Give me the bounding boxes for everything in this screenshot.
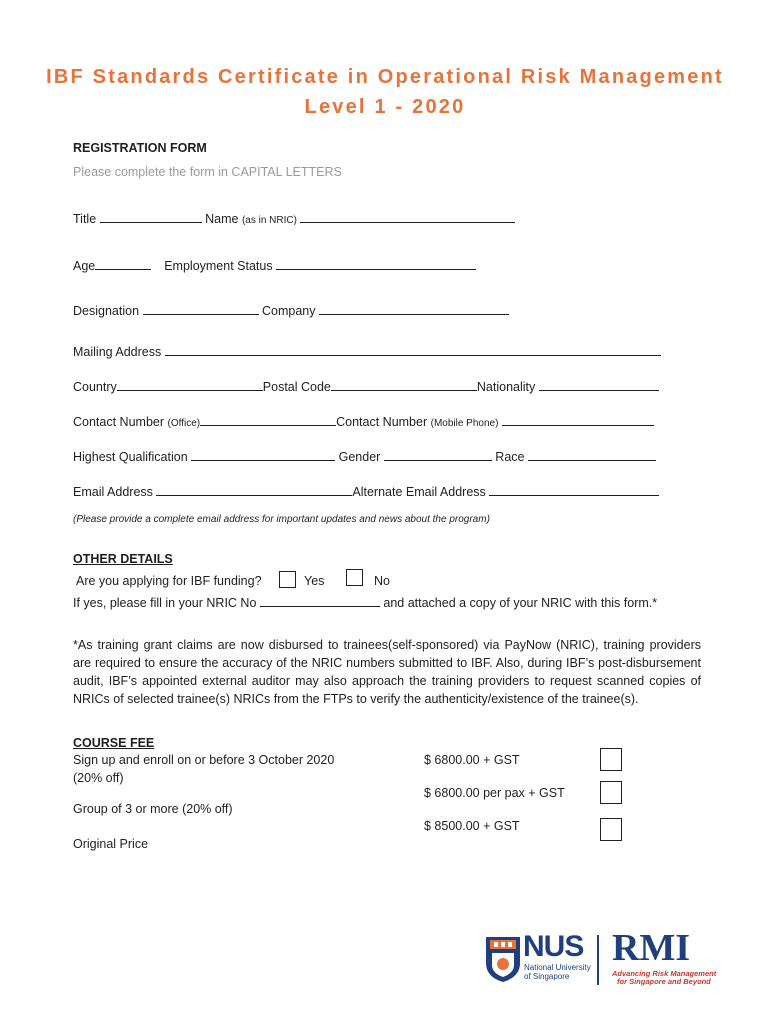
- alt-email-field[interactable]: [489, 483, 659, 496]
- fee-price3: $ 8500.00 + GST: [424, 819, 520, 833]
- office-note: (Office): [167, 418, 201, 429]
- qualification-field[interactable]: [191, 448, 335, 461]
- qualification-label: Highest Qualification: [73, 450, 188, 464]
- alt-email-label: Alternate Email Address: [352, 485, 486, 499]
- fee-price2: $ 6800.00 per pax + GST: [424, 786, 565, 800]
- nus-logo-sub1: National University: [524, 963, 591, 972]
- page-title: IBF Standards Certificate in Operational Risk Management: [46, 66, 724, 88]
- designation-company-row: [73, 302, 509, 318]
- course-fee-heading: COURSE FEE: [73, 736, 155, 750]
- page-subtitle: Level 1 - 2020: [304, 96, 466, 118]
- fee-option2-checkbox[interactable]: [600, 781, 622, 804]
- age-label: Age: [73, 259, 96, 273]
- gender-field[interactable]: [384, 448, 492, 461]
- email-row: [73, 483, 659, 499]
- country-label: Country: [73, 380, 117, 394]
- rmi-logo-sub1: Advancing Risk Management: [612, 969, 717, 978]
- company-field[interactable]: [319, 302, 509, 315]
- mailing-row: [73, 343, 661, 359]
- nus-logo-sub2: of Singapore: [524, 972, 570, 981]
- title-name-row: [73, 210, 515, 226]
- nric-suffix: and attached a copy of your NRIC with this form.*: [383, 596, 658, 610]
- funding-yes-checkbox[interactable]: [279, 571, 296, 588]
- mailing-label: Mailing Address: [73, 345, 162, 359]
- nationality-field[interactable]: [539, 378, 659, 391]
- company-label: Company: [261, 304, 316, 318]
- rmi-logo-sub2: for Singapore and Beyond: [617, 977, 711, 986]
- funding-no-checkbox[interactable]: [346, 569, 363, 586]
- age-employment-row: [73, 257, 476, 273]
- nric-row: [73, 594, 657, 610]
- contact-mobile-label: Contact Number: [336, 415, 428, 429]
- contact-office-field[interactable]: [200, 413, 336, 426]
- qualification-row: [73, 448, 656, 464]
- name-field[interactable]: [300, 210, 515, 223]
- country-row: [73, 378, 659, 394]
- funding-no-label: No: [374, 574, 390, 588]
- fee-option3: Original Price: [73, 837, 149, 851]
- designation-label: Designation: [73, 304, 140, 318]
- age-field[interactable]: [95, 257, 151, 270]
- fee-option1-checkbox[interactable]: [600, 748, 622, 771]
- title-field[interactable]: [100, 210, 202, 223]
- funding-yes-label: Yes: [304, 574, 325, 588]
- name-label: Name: [205, 212, 239, 226]
- contact-office-label: Contact Number: [73, 415, 165, 429]
- country-field[interactable]: [117, 378, 263, 391]
- fee-option1-line2: (20% off): [73, 771, 124, 785]
- nric-field[interactable]: [260, 594, 380, 607]
- fee-price1: $ 6800.00 + GST: [424, 753, 520, 767]
- nus-crest-logo: [484, 935, 522, 983]
- funding-question: Are you applying for IBF funding?: [76, 574, 262, 588]
- fee-option3-checkbox[interactable]: [600, 818, 622, 841]
- name-note: (as in NRIC): [241, 215, 297, 226]
- registration-heading: REGISTRATION FORM: [73, 141, 207, 155]
- logo-divider: [597, 935, 599, 985]
- contact-mobile-field[interactable]: [502, 413, 654, 426]
- contact-row: [73, 413, 654, 429]
- mailing-field[interactable]: [165, 343, 661, 356]
- form-instruction: Please complete the form in CAPITAL LETTERS: [73, 165, 342, 179]
- postal-label: Postal Code: [262, 380, 331, 394]
- fee-option2: Group of 3 or more (20% off): [73, 802, 233, 816]
- other-details-heading: OTHER DETAILS: [73, 552, 173, 566]
- postal-field[interactable]: [331, 378, 477, 391]
- employment-label: Employment Status: [164, 259, 273, 273]
- nric-disclaimer: *As training grant claims are now disbursed to trainees(self-sponsored) via PayNow (NRIC), training providers are required to ensure the accuracy of the NRIC numbers submitted to IBF. Also, during IBF’s post-disbursement audit, IBF’s appointed external auditor may also approach the training providers to request scanned copies of NRICs of selected trainee(s) NRICs from the FTPs to verify the authenticity/existence of the trainee(s).: [73, 638, 701, 706]
- nric-prefix: If yes, please fill in your NRIC No: [73, 596, 257, 610]
- employment-field[interactable]: [276, 257, 476, 270]
- email-note: (Please provide a complete email address for important updates and news about the program): [73, 514, 490, 525]
- title-label: Title: [73, 212, 97, 226]
- nus-logo-text: NUS: [523, 930, 584, 963]
- race-label: Race: [495, 450, 525, 464]
- designation-field[interactable]: [143, 302, 259, 315]
- race-field[interactable]: [528, 448, 656, 461]
- rmi-logo-text: RMI: [612, 927, 691, 969]
- gender-label: Gender: [338, 450, 381, 464]
- nationality-label: Nationality: [476, 380, 536, 394]
- fee-option1-line1: Sign up and enroll on or before 3 October 2020: [73, 753, 335, 767]
- mobile-note: (Mobile Phone): [430, 418, 499, 429]
- email-label: Email Address: [73, 485, 153, 499]
- email-field[interactable]: [156, 483, 352, 496]
